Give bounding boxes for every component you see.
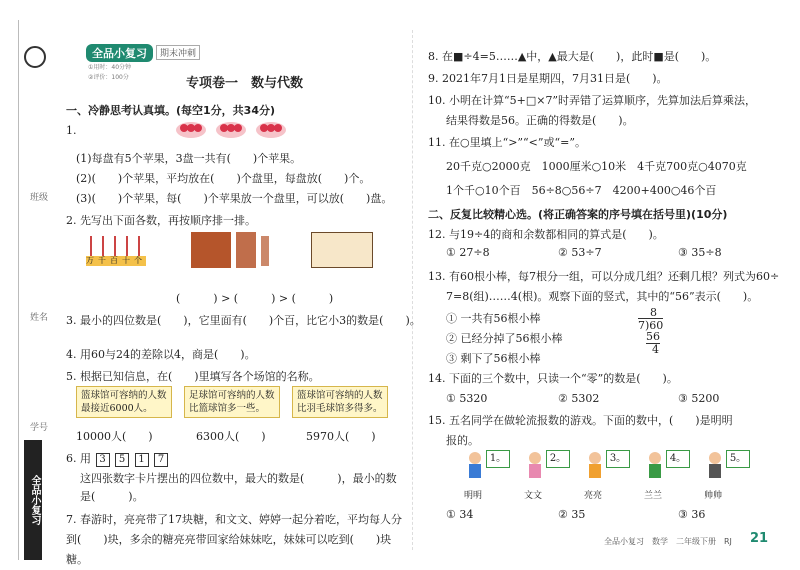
q12-text: 12. 与19÷4的商和余数都相同的算式是( )。 bbox=[428, 228, 664, 241]
q1-part-3: (3)( )个苹果，每( )个苹果放一个盘里，可以放( )盘。 bbox=[76, 192, 393, 205]
q5-text: 5. 根据已知信息，在( )里填写各个场馆的名称。 bbox=[66, 370, 320, 383]
q11-text: 11. 在○里填上“>”“<”或“=”。 bbox=[428, 136, 586, 149]
footer-text: 全品小复习 数学 二年级下册 RJ bbox=[604, 537, 732, 546]
kid-name: 明明 bbox=[464, 491, 483, 501]
number-sign: 1。 bbox=[486, 450, 510, 468]
kid-wenwen-icon bbox=[528, 452, 542, 478]
q14-option-2: ② 5302 bbox=[558, 392, 600, 405]
q13-option-2: ② 已经分掉了56根小棒 bbox=[446, 332, 563, 345]
page-number: 21 bbox=[750, 531, 769, 546]
header-meta-time: ①用时：40分钟 bbox=[88, 64, 132, 71]
q6-rest: 这四张数字卡片摆出的四位数中，最大的数是( )，最小的数是( )。 bbox=[80, 472, 397, 503]
q14-option-1: ① 5320 bbox=[446, 392, 488, 405]
q13-line-1: 13. 有60根小棒，每7根分一组，可以分成几组？还剩几根？列式为60÷ bbox=[428, 270, 780, 283]
section-2-heading: 二、反复比较精心选。(将正确答案的序号填在括号里)(10分) bbox=[428, 208, 728, 221]
q1-number: 1. bbox=[66, 124, 77, 137]
kid-name: 亮亮 bbox=[584, 491, 603, 501]
q3-text: 3. 最小的四位数是( )，它里面有( )个百，比它小3的数是( )。 bbox=[66, 314, 421, 327]
q15-option-3: ③ 36 bbox=[678, 508, 706, 521]
thousand-cube-icon bbox=[191, 232, 231, 268]
q12-option-2: ② 53÷7 bbox=[558, 246, 602, 259]
q8-text bbox=[428, 48, 716, 64]
page-title: 专项卷一 数与代数 bbox=[186, 76, 304, 91]
class-mark: 班级 bbox=[30, 193, 49, 203]
place-value-abacus-icon bbox=[86, 230, 146, 270]
q13-option-1: ① 一共有56根小棒 bbox=[446, 312, 541, 325]
logo-circle-icon bbox=[24, 46, 46, 68]
right-page bbox=[428, 0, 780, 569]
q13-option-3: ③ 剩下了56根小棒 bbox=[446, 352, 541, 365]
q2-text: 2. 先写出下面各数，再按顺序排一排。 bbox=[66, 214, 256, 227]
binding-spine bbox=[0, 0, 64, 569]
q1-part-2: (2)( )个苹果，平均放在( )个盘里，每盘放( )个。 bbox=[76, 172, 371, 185]
q12-option-3: ③ 35÷8 bbox=[678, 246, 722, 259]
id-mark: 学号 bbox=[30, 423, 49, 433]
header-sub: 期末冲刺 bbox=[156, 45, 200, 60]
apple-plate-icon bbox=[256, 122, 286, 138]
apple-plate-icon bbox=[176, 122, 206, 138]
q6-prefix: 6. 用 bbox=[66, 452, 91, 465]
q15-option-2: ② 35 bbox=[558, 508, 586, 521]
page-divider bbox=[412, 30, 413, 550]
hint-box-basketball: 篮球馆可容纳的人数最接近6000人。 bbox=[76, 386, 172, 418]
q11-row-2: 1个千○10个百 56÷8○56÷7 4200+400○46个百 bbox=[446, 184, 717, 197]
q10-line-2: 结果得数是56。正确的得数是( )。 bbox=[446, 114, 634, 127]
q15-option-1: ① 34 bbox=[446, 508, 474, 521]
q5-value-2: 6300人( ) bbox=[196, 430, 266, 443]
header-meta-score: ②评价：100分 bbox=[88, 74, 129, 81]
hint-box-football: 足球馆可容纳的人数比篮球馆多一些。 bbox=[184, 386, 280, 418]
kid-liangliang-icon bbox=[588, 452, 602, 478]
q13-line-2: 7=8(组)……4(根)。观察下面的竖式，其中的“56”表示( )。 bbox=[446, 290, 759, 303]
q4-text: 4. 用60与24的差除以4，商是( )。 bbox=[66, 348, 256, 361]
number-sign: 4。 bbox=[666, 450, 690, 468]
q10-line-1: 10. 小明在计算“5+□×7”时弄错了运算顺序，先算加法后算乘法， bbox=[428, 94, 757, 107]
kid-lanlan-icon bbox=[648, 452, 662, 478]
spine-brand: 全品小复习 bbox=[24, 440, 42, 560]
q2-order: ( ) > ( ) > ( ) bbox=[176, 292, 334, 305]
kid-shuaishuai-icon bbox=[708, 452, 722, 478]
ten-rods-icon bbox=[261, 236, 269, 266]
digit-card: 7 bbox=[154, 453, 168, 467]
number-sign: 3。 bbox=[606, 450, 630, 468]
q7-text: 7. 春游时，亮亮带了17块糖，和文文、婷婷一起分着吃，平均每人分到( )块，多余的糖亮亮带回家给妹妹吃，妹妹可以吃到( )块糖。 bbox=[66, 513, 402, 566]
q14-text: 14. 下面的三个数中，只读一个“零”的数是( )。 bbox=[428, 372, 678, 385]
bead-abacus-icon bbox=[311, 232, 373, 268]
apple-plate-icon bbox=[216, 122, 246, 138]
q11-row-1: 20千克○2000克 1000厘米○10米 4千克700克○4070克 bbox=[446, 160, 747, 173]
digit-card: 1 bbox=[135, 453, 149, 467]
q1-part-1: (1)每盘有5个苹果，3盘一共有( )个苹果。 bbox=[76, 152, 302, 165]
q14-option-3: ③ 5200 bbox=[678, 392, 720, 405]
kid-mingming-icon bbox=[468, 452, 482, 478]
q5-value-1: 10000人( ) bbox=[76, 430, 153, 443]
abacus-label: 万千百十个 bbox=[86, 256, 146, 265]
kid-name: 文文 bbox=[524, 491, 543, 501]
division-product: 56 bbox=[646, 330, 660, 343]
digit-card: 5 bbox=[115, 453, 129, 467]
q9-text: 9. 2021年7月1日是星期四，7月31日是( )。 bbox=[428, 72, 668, 85]
q12-option-1: ① 27÷8 bbox=[446, 246, 490, 259]
number-sign: 2。 bbox=[546, 450, 570, 468]
q15-line-2: 报的。 bbox=[446, 434, 479, 447]
left-page bbox=[66, 0, 421, 569]
q6-line bbox=[66, 450, 169, 467]
section-1-heading: 一、冷静思考认真填。(每空1分，共34分) bbox=[66, 104, 276, 117]
number-sign: 5。 bbox=[726, 450, 750, 468]
hundred-flats-icon bbox=[236, 232, 256, 268]
division-remainder: 4 bbox=[652, 343, 659, 356]
division-quotient: 8 bbox=[650, 306, 657, 319]
kid-name: 帅帅 bbox=[704, 491, 723, 501]
digit-card: 3 bbox=[96, 453, 110, 467]
name-mark: 姓名 bbox=[30, 313, 49, 323]
header-brand: 全品小复习 bbox=[86, 44, 153, 62]
q15-line-1: 15. 五名同学在做轮流报数的游戏。下面的数中，( )是明明 bbox=[428, 414, 733, 427]
q8-label: 8. 在■÷4=5……▲中，▲最大是( )，此时■是( )。 bbox=[428, 50, 717, 63]
q5-value-3: 5970人( ) bbox=[306, 430, 376, 443]
kid-name: 兰兰 bbox=[644, 491, 663, 501]
hint-box-badminton: 篮球馆可容纳的人数比羽毛球馆多得多。 bbox=[292, 386, 388, 418]
division-dividend: 7)60 bbox=[638, 319, 664, 332]
